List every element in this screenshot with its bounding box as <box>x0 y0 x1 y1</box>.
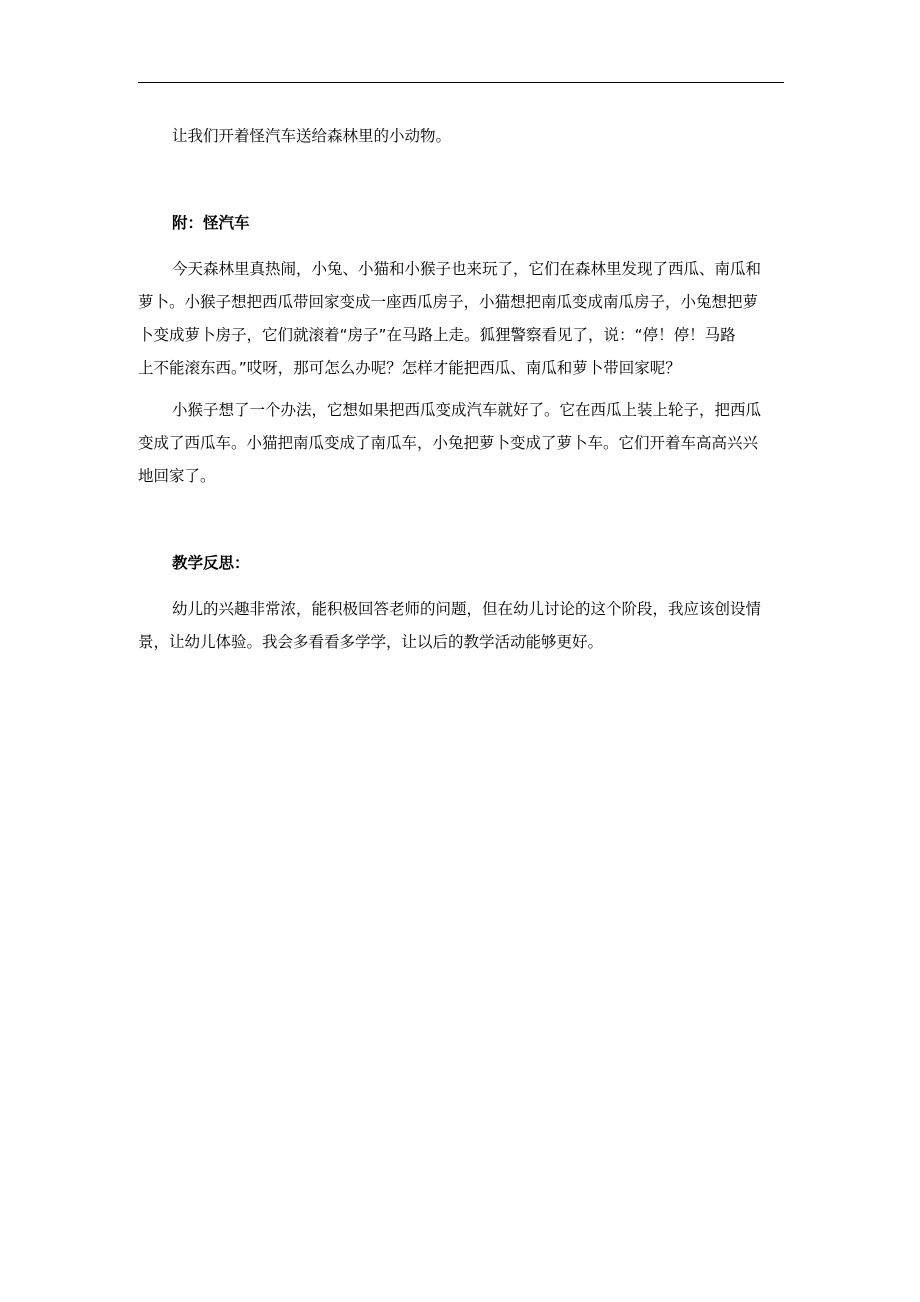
paragraph-line: 上不能滚东西。”哎呀，那可怎么办呢？怎样才能把西瓜、南瓜和萝卜带回家呢？ <box>138 359 681 377</box>
paragraph-line: 地回家了。 <box>138 467 216 485</box>
paragraph-line: 景，让幼儿体验。我会多看看多学学，让以后的教学活动能够更好。 <box>138 633 604 651</box>
paragraph-line: 小猴子想了一个办法，它想如果把西瓜变成汽车就好了。它在西瓜上装上轮子，把西瓜 <box>172 401 762 419</box>
paragraph-line: 卜变成萝卜房子，它们就滚着“房子”在马路上走。狐狸警察看见了，说：“停！停！马路 <box>138 326 736 344</box>
intro-line: 让我们开着怪汽车送给森林里的小动物。 <box>172 127 452 145</box>
paragraph-line: 幼儿的兴趣非常浓，能积极回答老师的问题，但在幼儿讨论的这个阶段，我应该创设情 <box>172 600 762 618</box>
document-body <box>138 120 784 659</box>
reflection-heading: 教学反思： <box>172 554 250 572</box>
paragraph-line: 变成了西瓜车。小猫把南瓜变成了南瓜车，小兔把萝卜变成了萝卜车。它们开着车高高兴兴 <box>138 434 759 452</box>
reflection-paragraph <box>138 593 784 659</box>
appendix-heading: 附：怪汽车 <box>172 214 250 232</box>
header-rule <box>138 82 784 83</box>
paragraph-line: 今天森林里真热闹，小兔、小猫和小猴子也来玩了，它们在森林里发现了西瓜、南瓜和 <box>172 260 762 278</box>
paragraph-line: 萝卜。小猴子想把西瓜带回家变成一座西瓜房子，小猫想把南瓜变成南瓜房子，小兔想把萝 <box>138 293 759 311</box>
story-paragraph-2 <box>138 394 784 493</box>
story-paragraph-1 <box>138 253 784 385</box>
